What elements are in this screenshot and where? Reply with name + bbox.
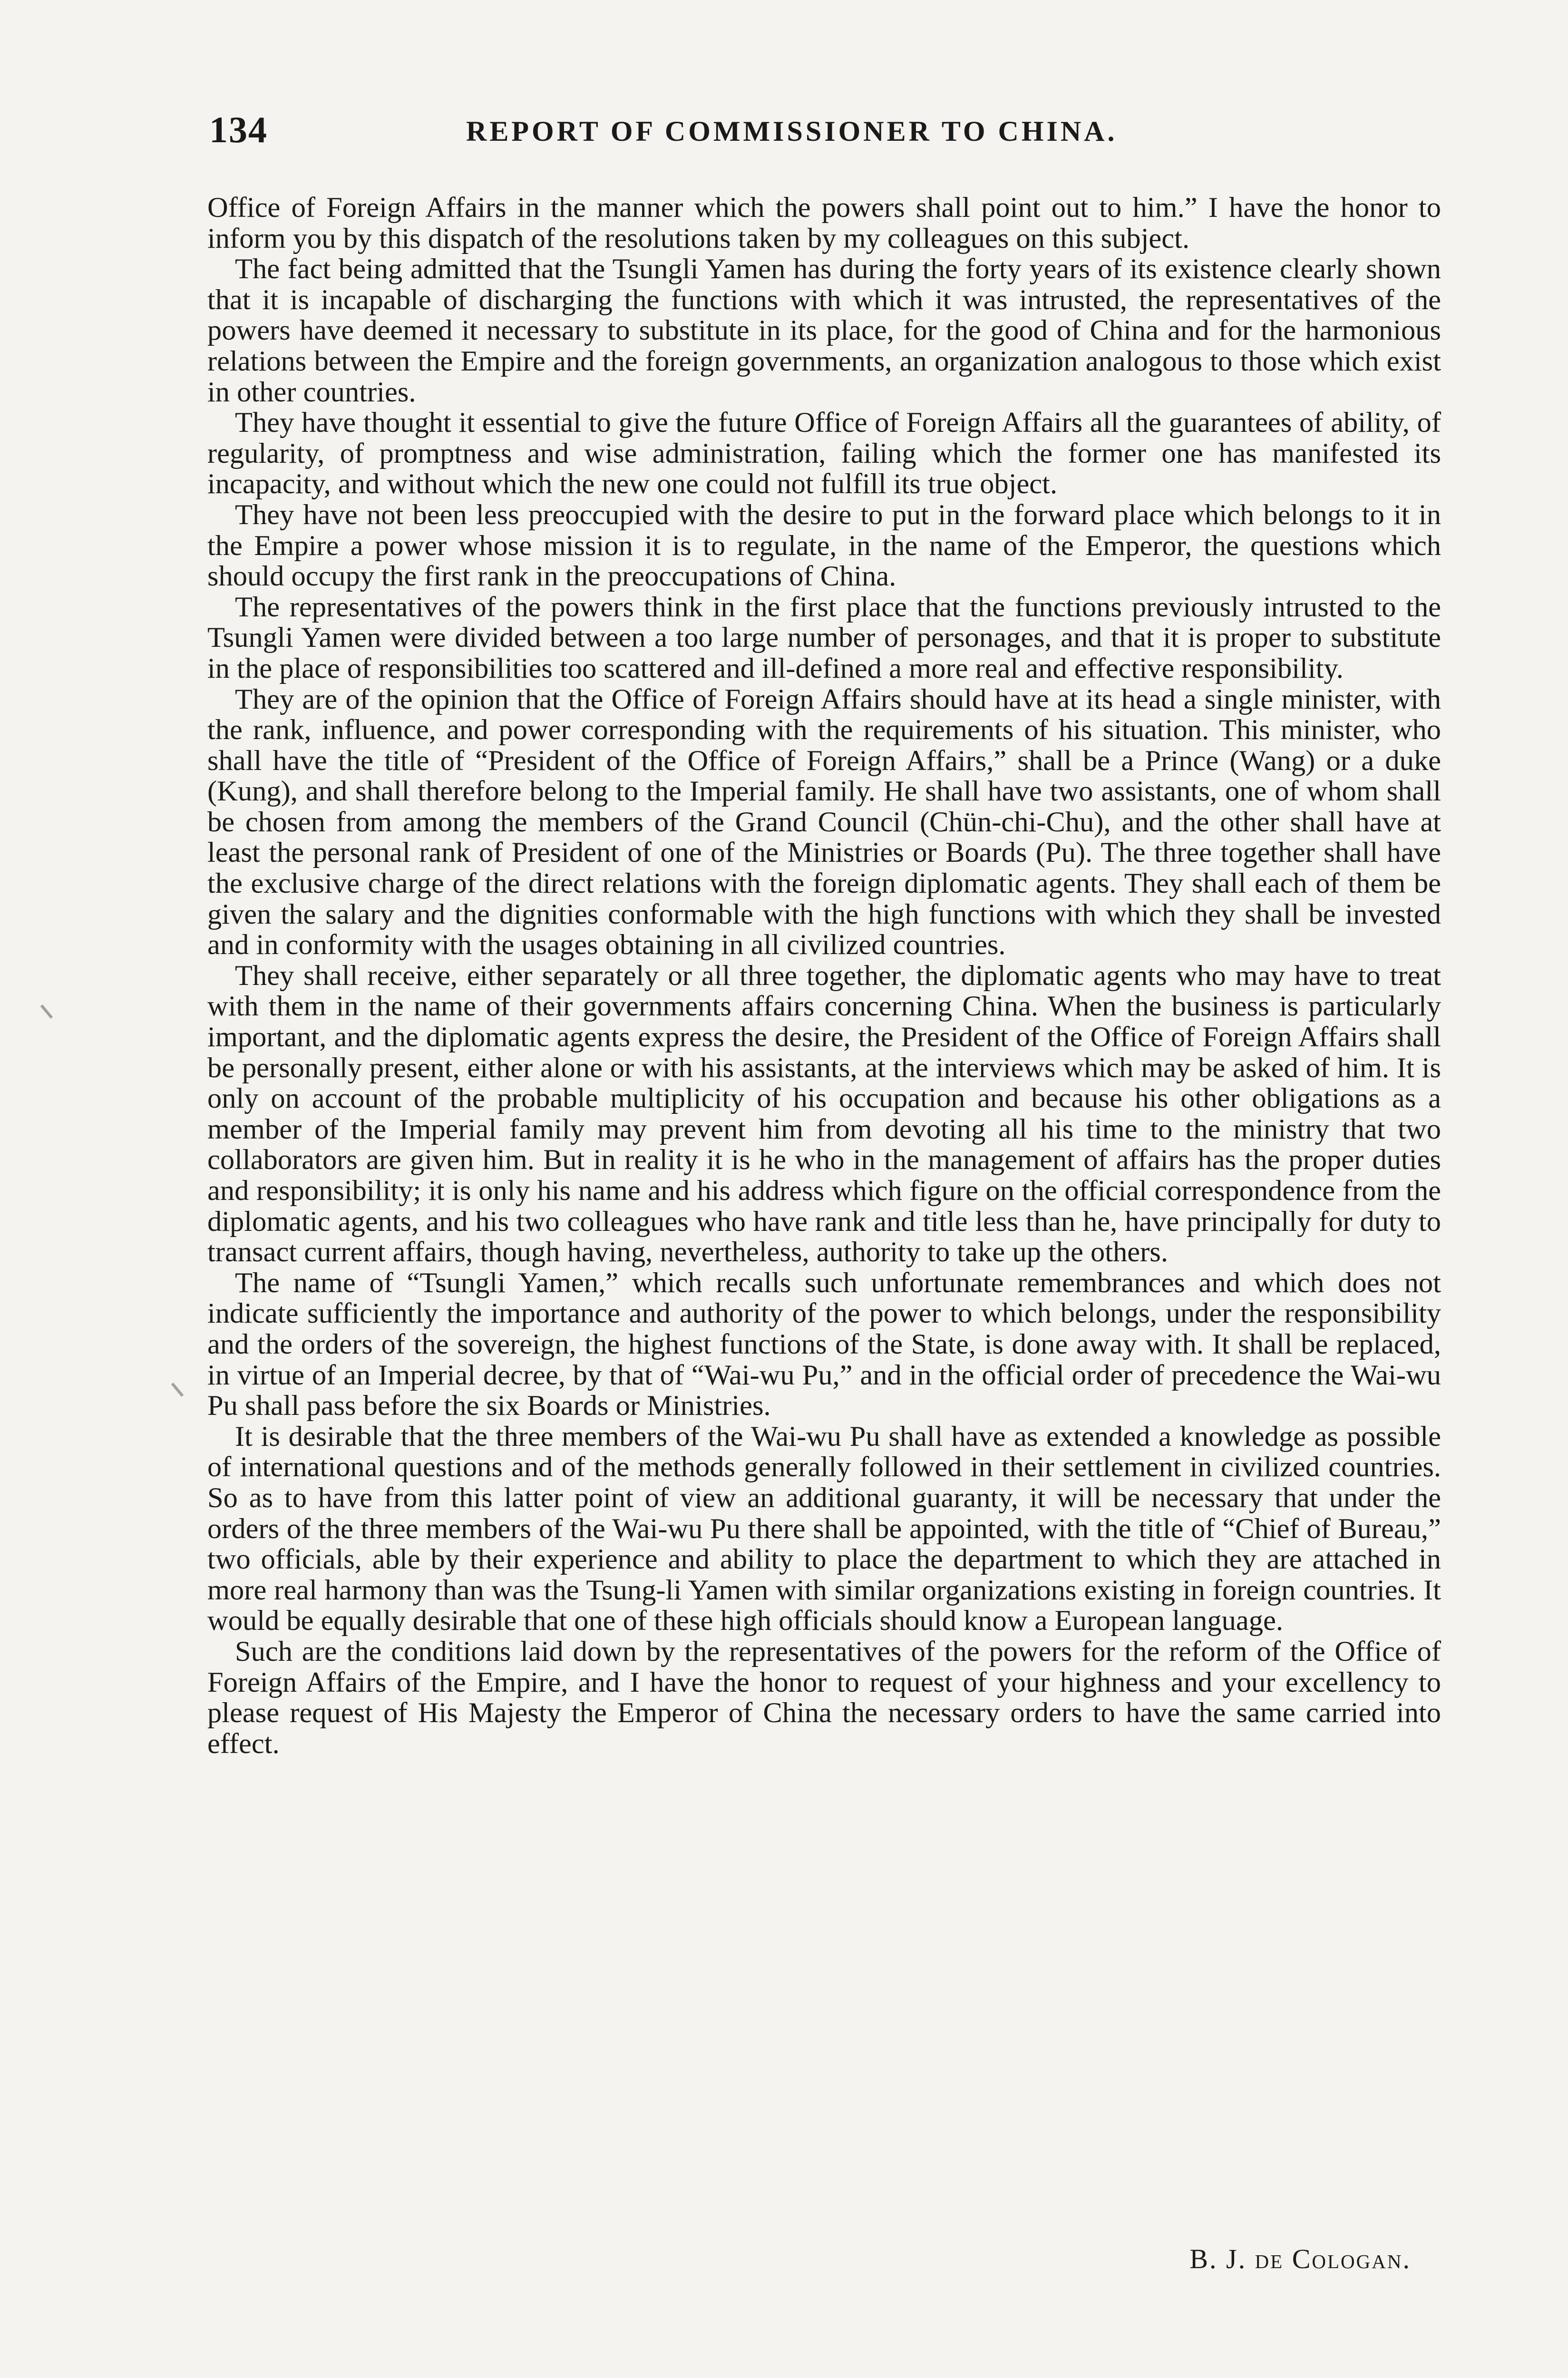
running-head: REPORT OF COMMISSIONER TO CHINA.: [466, 116, 1118, 147]
paragraph: They are of the opinion that the Office of Foreign Affairs should have at its head a single minister, with the rank, influence, and power corresponding with the requirements of his situation. This minister, who shall have the title of “President of the Office of Foreign Affairs,” shall be a Prince (Wang) or a duke (Kung), and shall therefore belong to the Imperial family. He shall have two assistants, one of whom shall be chosen from among the members of the Grand Council (Chün-chi-Chu), and the other shall have at least the personal rank of President of one of the Ministries or Boards (Pu). The three together shall have the exclusive charge of the direct relations with the foreign diplomatic agents. They shall each of them be given the salary and the dignities conformable with the high functions with which they shall be invested and in conformity with the usages obtaining in all civilized countries.: [207, 683, 1441, 961]
paragraph: They have not been less preoccupied with the desire to put in the forward place which belongs to it in the Empire a power whose mission it is to regulate, in the name of the Emperor, the questions which should occupy the first rank in the preoccupations of China.: [207, 498, 1441, 593]
paragraph: The name of “Tsungli Yamen,” which recalls such unfortunate remembrances and which does not indicate sufficiently the importance and authority of the power to which belongs, under the responsibility and the orders of the sovereign, the highest functions of the State, is done away with. It shall be replaced, in virtue of an Imperial decree, by that of “Wai-wu Pu,” and in the official order of precedence the Wai-wu Pu shall pass before the six Boards or Ministries.: [207, 1267, 1441, 1422]
paragraph: The representatives of the powers think in the first place that the functions previously intrusted to the Tsungli Yamen were divided between a too large number of personages, and that it is proper to substitute in the place of responsibilities too scattered and ill-defined a more real and effective responsibility.: [207, 591, 1441, 684]
paragraph: They have thought it essential to give the future Office of Foreign Affairs all the guarantees of ability, of regularity, of promptness and wise administration, failing which the former one has manifested its incapacity, and without which the new one could not fulfill its true object.: [207, 407, 1441, 500]
signature: B. J. de Cologan.: [1189, 2243, 1411, 2274]
paragraph-continued: Office of Foreign Affairs in the manner which the powers shall point out to him.” I have the honor to inform you by this dispatch of the resolutions taken by my colleagues on this subject.: [207, 192, 1441, 254]
document-body: [207, 193, 1441, 1759]
paragraph: It is desirable that the three members of the Wai-wu Pu shall have as extended a knowledge as possible of international questions and of the methods generally followed in their settlement in civilized countries. So as to have from this latter point of view an additional guaranty, it will be necessary that under the orders of the three members of the Wai-wu Pu there shall be appointed, with the title of “Chief of Bureau,” two officials, able by their experience and ability to place the department to which they are attached in more real harmony than was the Tsung-li Yamen with similar organizations existing in foreign countries. It would be equally desirable that one of these high officials should know a European language.: [207, 1420, 1441, 1637]
paragraph: The fact being admitted that the Tsungli Yamen has during the forty years of its existence clearly shown that it is incapable of discharging the functions with which it was intrusted, the representatives of the powers have deemed it necessary to substitute in its place, for the good of China and for the harmonious relations between the Empire and the foreign governments, an organization analogous to those which exist in other countries.: [207, 253, 1441, 408]
page-header: [209, 108, 1417, 166]
paragraph: Such are the conditions laid down by the representatives of the powers for the reform of the Office of Foreign Affairs of the Empire, and I have the honor to request of your highness and your excellency to please request of His Majesty the Emperor of China the necessary orders to have the same carried into effect.: [207, 1635, 1441, 1760]
stray-mark: [171, 1383, 184, 1397]
stray-mark: [40, 1004, 53, 1019]
page-number: 134: [209, 109, 268, 150]
paragraph: They shall receive, either separately or all three together, the diplomatic agents who may have to treat with them in the name of their governments affairs concerning China. When the business is particularly important, and the diplomatic agents express the desire, the President of the Office of Foreign Affairs shall be personally present, either alone or with his assistants, at the interviews which may be asked of him. It is only on account of the probable multiplicity of his occupation and because his other obligations as a member of the Imperial family may prevent him from devoting all his time to the ministry that two collaborators are given him. But in reality it is he who in the management of affairs has the proper duties and responsibility; it is only his name and his address which figure on the official correspondence from the diplomatic agents, and his two colleagues who have rank and title less than he, have principally for duty to transact current affairs, though having, nevertheless, authority to take up the others.: [207, 959, 1441, 1268]
